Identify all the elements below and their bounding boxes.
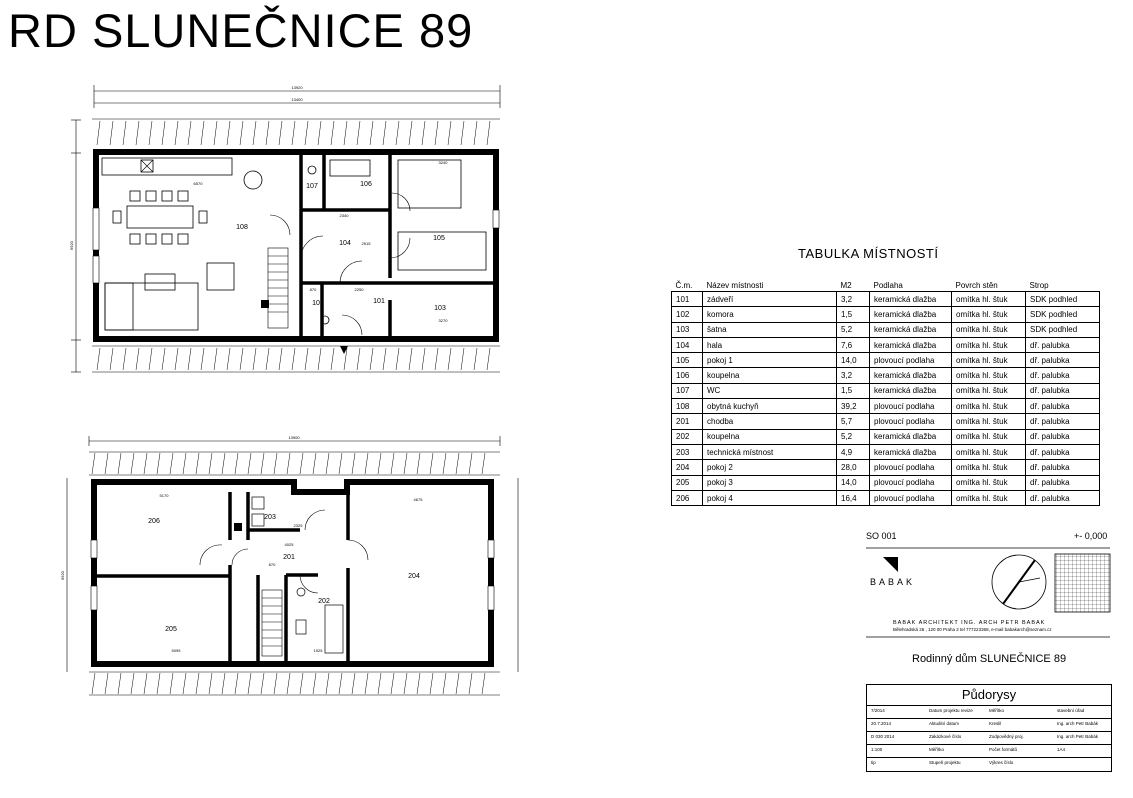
table-row — [672, 490, 1100, 505]
table-row — [672, 460, 1100, 475]
gf-room-103: 103 — [434, 305, 446, 312]
table-cell: plovoucí podlaha — [870, 475, 952, 490]
gf-dim: 3240 — [438, 160, 448, 165]
uf-room-206: 206 — [148, 518, 160, 525]
table-cell: 108 — [672, 399, 703, 414]
table-cell: pokoj 1 — [703, 353, 837, 368]
table-cell: 5,7 — [837, 414, 870, 429]
table-cell: omítka hl. štuk — [952, 399, 1026, 414]
table-row — [672, 353, 1100, 368]
gf-dim: 2515 — [361, 241, 371, 246]
drawing-title-block — [866, 684, 1112, 772]
table-cell: plovoucí podlaha — [870, 460, 952, 475]
table-title: TABULKA MÍSTNOSTÍ — [798, 246, 939, 261]
table-cell: koupelna — [703, 429, 837, 444]
table-cell: 203 — [672, 444, 703, 459]
table-cell: dř. palubka — [1026, 429, 1100, 444]
table-cell: plovoucí podlaha — [870, 353, 952, 368]
col-header: Strop — [1029, 280, 1049, 290]
titleblock-row — [867, 757, 1111, 769]
uf-dim: 1925 — [313, 648, 323, 653]
table-cell: pokoj 3 — [703, 475, 837, 490]
table-cell: keramická dlažba — [870, 322, 952, 337]
gf-room-108: 108 — [236, 224, 248, 231]
table-cell: plovoucí podlaha — [870, 414, 952, 429]
titleblock-cell: Datum projektu revize — [929, 708, 973, 713]
table-row — [672, 399, 1100, 414]
uf-room-204: 204 — [408, 573, 420, 580]
so-label: SO 001 — [866, 531, 897, 541]
table-cell: dř. palubka — [1026, 490, 1100, 505]
table-cell: WC — [703, 383, 837, 398]
table-cell: hala — [703, 337, 837, 352]
table-row — [672, 307, 1100, 322]
table-cell: 3,2 — [837, 368, 870, 383]
table-row — [672, 414, 1100, 429]
table-cell: 14,0 — [837, 353, 870, 368]
uf-dim: 5095 — [171, 648, 181, 653]
table-cell: omítka hl. štuk — [952, 337, 1026, 352]
table-cell: 16,4 — [837, 490, 870, 505]
titleblock-cell: Zakázkové číslo — [929, 734, 962, 739]
table-cell: keramická dlažba — [870, 337, 952, 352]
col-header: Název místnosti — [706, 280, 764, 290]
titleblock-cell: Stupeň projektu — [929, 760, 961, 765]
gf-room-102: 102 — [312, 300, 324, 307]
table-cell: dř. palubka — [1026, 460, 1100, 475]
uf-room-201: 201 — [283, 554, 295, 561]
gf-dim: 2250 — [354, 287, 364, 292]
table-row — [672, 429, 1100, 444]
table-cell: keramická dlažba — [870, 368, 952, 383]
gf-dim: 870 — [309, 287, 317, 292]
titleblock-cell: Aktuální datum — [929, 721, 960, 726]
table-cell: šatna — [703, 322, 837, 337]
table-cell: dř. palubka — [1026, 444, 1100, 459]
uf-room-205: 205 — [165, 626, 177, 633]
gf-room-107: 107 — [306, 183, 318, 190]
titleblock-cell: Počet formátů — [989, 747, 1018, 752]
table-cell: 103 — [672, 322, 703, 337]
table-cell: 105 — [672, 353, 703, 368]
titleblock-cell: Zodpovědný proj. — [989, 734, 1024, 739]
table-cell: 28,0 — [837, 460, 870, 475]
section-grid-icon — [1055, 554, 1110, 612]
page-title: RD SLUNEČNICE 89 — [8, 4, 474, 57]
table-cell: pokoj 4 — [703, 490, 837, 505]
table-cell: 1,5 — [837, 383, 870, 398]
table-cell: 5,2 — [837, 322, 870, 337]
firm-logo: BABAK — [870, 577, 916, 587]
table-cell: komora — [703, 307, 837, 322]
table-cell: 4,9 — [837, 444, 870, 459]
gf-dim-total: 13920 — [291, 85, 303, 90]
titleblock-cell: stavební úřad — [1057, 708, 1085, 713]
table-cell: omítka hl. štuk — [952, 292, 1026, 307]
table-cell: dř. palubka — [1026, 337, 1100, 352]
gf-dim-inner: 13400 — [291, 97, 303, 102]
table-cell: keramická dlažba — [870, 307, 952, 322]
table-cell: 202 — [672, 429, 703, 444]
titleblock-cell: Kreslil — [989, 721, 1002, 726]
table-cell: dř. palubka — [1026, 383, 1100, 398]
table-cell: chodba — [703, 414, 837, 429]
titleblock-cell: Výkres číslo — [989, 760, 1014, 765]
table-cell: omítka hl. štuk — [952, 307, 1026, 322]
table-cell: 102 — [672, 307, 703, 322]
table-cell: 101 — [672, 292, 703, 307]
titleblock-cell: 20.7.2014 — [871, 721, 892, 726]
project-name: Rodinný dům SLUNEČNICE 89 — [912, 653, 1067, 665]
table-cell: SDK podhled — [1026, 307, 1100, 322]
table-cell: omítka hl. štuk — [952, 444, 1026, 459]
titleblock-cell: Měřítko — [929, 747, 945, 752]
titleblock-cell: Měřítko — [989, 708, 1005, 713]
table-cell: 201 — [672, 414, 703, 429]
table-cell: omítka hl. štuk — [952, 475, 1026, 490]
titleblock-cell: 7/2014 — [871, 708, 885, 713]
table-cell: omítka hl. štuk — [952, 322, 1026, 337]
table-cell: technická místnost — [703, 444, 837, 459]
table-cell: keramická dlažba — [870, 383, 952, 398]
gf-room-105: 105 — [433, 235, 445, 242]
uf-room-202: 202 — [318, 598, 330, 605]
table-cell: dř. palubka — [1026, 414, 1100, 429]
uf-dim: 4675 — [413, 497, 423, 502]
table-cell: plovoucí podlaha — [870, 399, 952, 414]
gf-room-101: 101 — [373, 298, 385, 305]
table-header-row — [672, 279, 1100, 292]
firm-line: BABAK ARCHITEKT ING. ARCH PETR BABAK — [893, 620, 1046, 626]
col-header: M2 — [840, 280, 852, 290]
titleblock-row — [867, 705, 1111, 717]
table-cell: keramická dlažba — [870, 429, 952, 444]
table-row — [672, 292, 1100, 307]
room-table — [671, 279, 1100, 506]
titleblock-cell: 1A4 — [1057, 747, 1066, 752]
titleblock-cell: Ing. arch Petr Babák — [1057, 734, 1099, 739]
titleblock-cell: tip — [871, 760, 876, 765]
table-cell: SDK podhled — [1026, 322, 1100, 337]
table-cell: keramická dlažba — [870, 292, 952, 307]
table-cell: keramická dlažba — [870, 444, 952, 459]
upper-floor-plan — [60, 435, 518, 695]
uf-dim: 870 — [268, 562, 276, 567]
table-cell: 205 — [672, 475, 703, 490]
gf-dim: 6570 — [193, 181, 203, 186]
table-cell: omítka hl. štuk — [952, 460, 1026, 475]
uf-dim: 5170 — [159, 493, 169, 498]
table-row — [672, 383, 1100, 398]
table-cell: 1,5 — [837, 307, 870, 322]
table-cell: SDK podhled — [1026, 292, 1100, 307]
table-cell: omítka hl. štuk — [952, 368, 1026, 383]
table-cell: 7,6 — [837, 337, 870, 352]
table-cell: omítka hl. štuk — [952, 383, 1026, 398]
gf-dim-side: 6920 — [69, 241, 74, 250]
table-cell: dř. palubka — [1026, 475, 1100, 490]
titleblock-cell: Ing. arch Petr Babák — [1057, 721, 1099, 726]
table-cell: 107 — [672, 383, 703, 398]
uf-room-203: 203 — [264, 514, 276, 521]
table-row — [672, 475, 1100, 490]
logo-mark-icon — [883, 557, 898, 572]
col-header: Č.m. — [675, 280, 693, 290]
col-header: Podlaha — [873, 280, 903, 290]
table-cell: plovoucí podlaha — [870, 490, 952, 505]
titleblock-row — [867, 718, 1111, 730]
table-cell: dř. palubka — [1026, 368, 1100, 383]
table-cell: pokoj 2 — [703, 460, 837, 475]
table-cell: obytná kuchyň — [703, 399, 837, 414]
table-cell: 14,0 — [837, 475, 870, 490]
table-cell: 3,2 — [837, 292, 870, 307]
table-cell: 5,2 — [837, 429, 870, 444]
uf-dim: 4025 — [284, 542, 294, 547]
titleblock-row — [867, 744, 1111, 756]
table-cell: 206 — [672, 490, 703, 505]
north-arrow-icon — [992, 555, 1046, 609]
table-cell: 106 — [672, 368, 703, 383]
table-row — [672, 444, 1100, 459]
table-cell: omítka hl. štuk — [952, 353, 1026, 368]
table-cell: zádveří — [703, 292, 837, 307]
titleblock-row — [867, 731, 1111, 743]
table-row — [672, 368, 1100, 383]
ground-floor-plan — [69, 85, 500, 372]
titleblock-cell: D 030 2014 — [871, 734, 895, 739]
col-header: Povrch stěn — [955, 280, 998, 290]
table-row — [672, 322, 1100, 337]
table-cell: omítka hl. štuk — [952, 414, 1026, 429]
gf-dim: 3270 — [438, 318, 448, 323]
table-cell: 104 — [672, 337, 703, 352]
table-cell: 204 — [672, 460, 703, 475]
gf-room-106: 106 — [360, 181, 372, 188]
table-cell: koupelna — [703, 368, 837, 383]
table-cell: omítka hl. štuk — [952, 490, 1026, 505]
uf-dim-side: 6920 — [60, 571, 65, 580]
titleblock-cell: 1:100 — [871, 747, 883, 752]
table-cell: dř. palubka — [1026, 353, 1100, 368]
table-cell: omítka hl. štuk — [952, 429, 1026, 444]
gf-dim: 2340 — [339, 213, 349, 218]
table-cell: 39,2 — [837, 399, 870, 414]
uf-dim-total: 13900 — [288, 435, 300, 440]
table-row — [672, 337, 1100, 352]
drawing-name: Půdorysy — [961, 687, 1017, 702]
level-label: +- 0,000 — [1074, 531, 1108, 541]
uf-dim: 2325 — [293, 523, 303, 528]
gf-room-104: 104 — [339, 240, 351, 247]
table-cell: dř. palubka — [1026, 399, 1100, 414]
firm-address: Bělehradská 26 , 120 00 Praha 2 tel 777223368, e-mail babakarch@seznam.cz — [893, 627, 1052, 632]
